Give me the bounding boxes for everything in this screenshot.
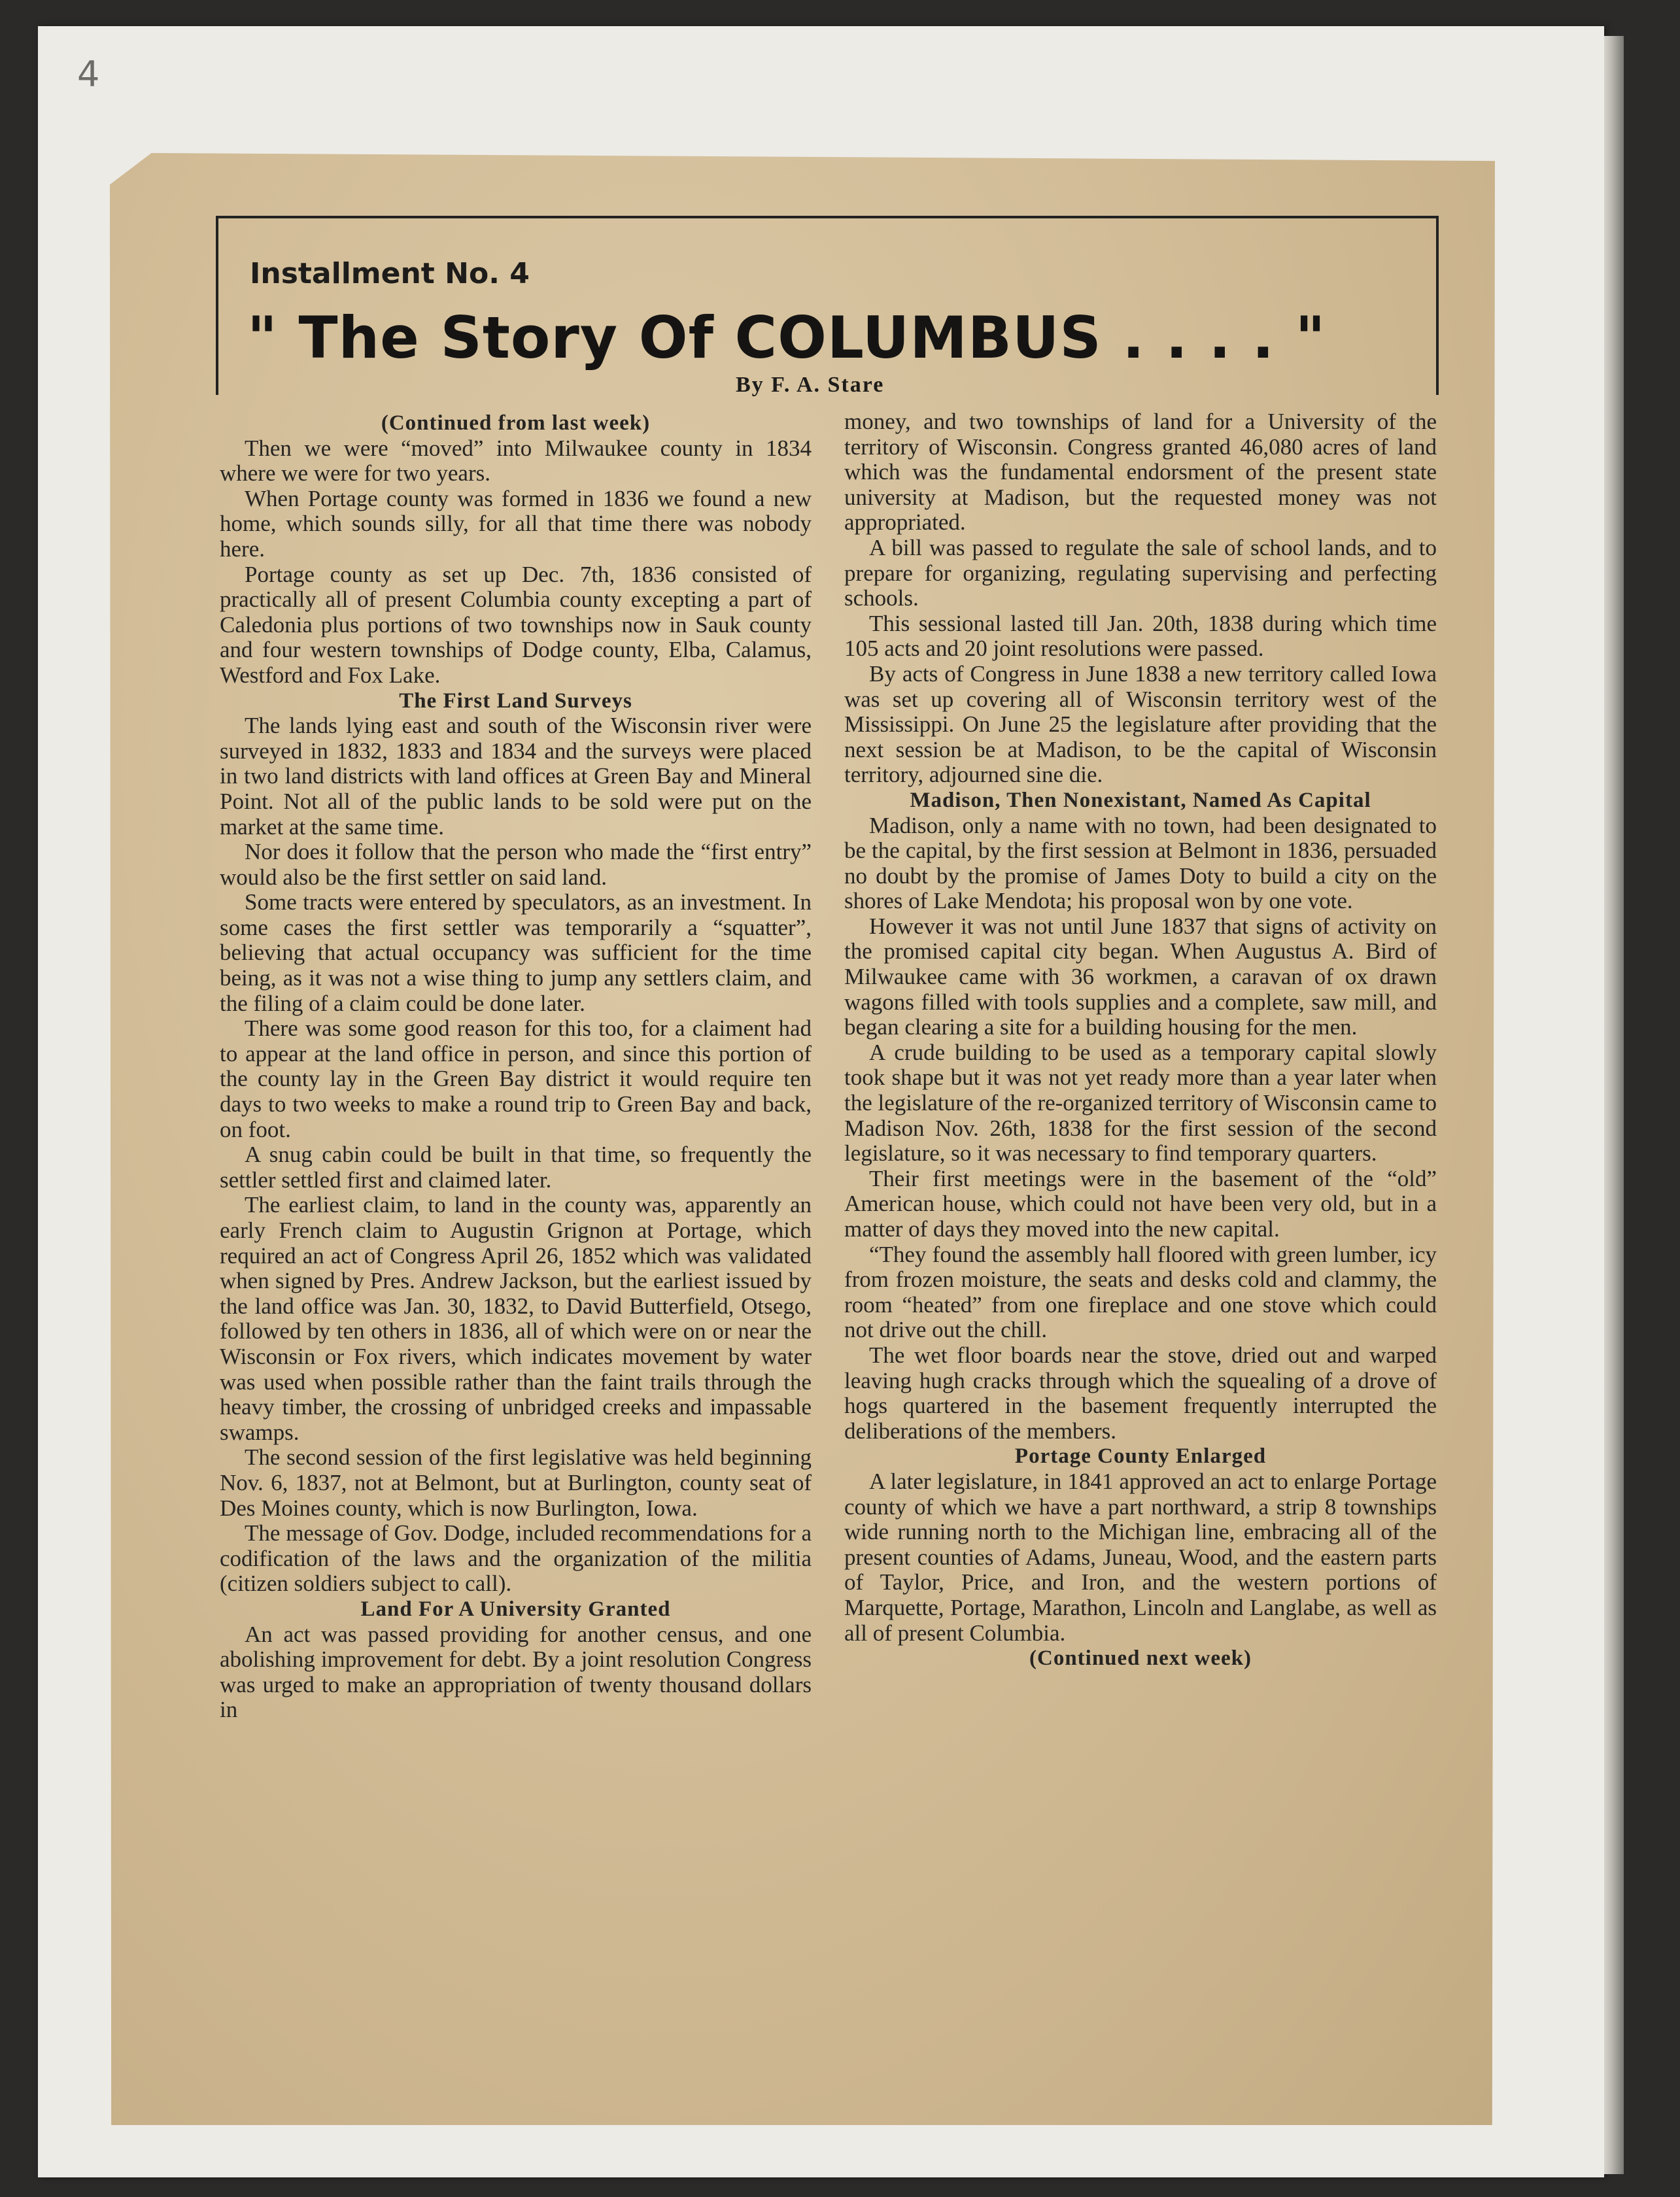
paragraph: money, and two townships of land for a University of the territory of Wisconsin. Congress granted 46,080 acres of land which was the fundamental endorsment of the present state university at Madison, but the requested money was not appropriated. — [844, 409, 1437, 536]
paragraph: A snug cabin could be built in that time, so frequently the settler settled first and claimed later. — [220, 1142, 812, 1193]
article-title: " The Story Of COLUMBUS . . . . " — [247, 304, 1326, 371]
paragraph: Nor does it follow that the person who made the “first entry” would also be the first settler on said land. — [220, 839, 812, 890]
section-heading: Portage County Enlarged — [1014, 1444, 1267, 1469]
paragraph: Their first meetings were in the basement of the “old” American house, which could not have been very old, but in a matter of days they moved into the new capital. — [844, 1165, 1437, 1242]
paragraph: A bill was passed to regulate the sale of school lands, and to prepare for organizing, regulating supervising and perfecting schools. — [844, 534, 1437, 611]
paragraph: When Portage county was formed in 1836 we found a new home, which sounds silly, for all that time there was nobody here. — [220, 485, 812, 562]
byline: By F. A. Stare — [736, 373, 885, 397]
paragraph: The wet floor boards near the stove, dried out and warped leaving hugh cracks through which the squealing of a drove of hogs quartered in the basement frequently interrupted the deliberations of the members. — [844, 1342, 1437, 1444]
continued-next-label: (Continued next week) — [1029, 1646, 1252, 1671]
paragraph: A crude building to be used as a temporary capital slowly took shape but it was not yet ready more than a year later when the legislature of the re-organized territory of Wisconsin came to Madison Nov. 26th, 1838 for the first session of the second legislature, so it was necessary to find temporary quarters. — [844, 1039, 1437, 1167]
paragraph: Portage county as set up Dec. 7th, 1836 consisted of practically all of present Columbia county excepting a part of Caledonia plus portions of two townships now in Sauk county and four western townships of Dodge county, Elba, Calamus, Westford and Fox Lake. — [220, 561, 812, 688]
paragraph: “They found the assembly hall floored with green lumber, icy from frozen moisture, the seats and desks cold and clammy, the room “heated” from one fireplace and one stove which could not drive out the chill. — [844, 1241, 1437, 1343]
paragraph: Some tracts were entered by speculators, as an investment. In some cases the first settler was temporarily a “squatter”, believing that actual occupancy was sufficient for the time being, as it was not a wise thing to jump any settlers claim, and the filing of a claim could be done later. — [220, 889, 812, 1016]
installment-label: Installment No. 4 — [250, 257, 530, 290]
paragraph: The second session of the first legislative was held beginning Nov. 6, 1837, not at Belmont, but at Burlington, county seat of Des Moines county, which is now Burlington, Iowa. — [220, 1444, 812, 1521]
paragraph: However it was not until June 1837 that signs of activity on the promised capital city began. When Augustus A. Bird of Milwaukee came with 36 workmen, a caravan of ox drawn wagons filled with tools supplies and a complete, saw mill, and began clearing a site for a building housing for the men. — [844, 913, 1437, 1040]
paragraph: Then we were “moved” into Milwaukee county in 1834 where we were for two years. — [220, 435, 812, 486]
page-number: 4 — [77, 54, 100, 95]
paragraph: Madison, only a name with no town, had been designated to be the capital, by the first session at Belmont in 1836, persuaded no doubt by the promise of James Doty to build a city on the shores of Lake Mendota; his proposal won by one vote. — [844, 812, 1437, 914]
album-page-edge — [1604, 36, 1624, 2174]
paragraph: The earliest claim, to land in the county was, apparently an early French claim to Augustin Grignon at Portage, which required an act of Congress April 26, 1852 which was validated when signed by Pres. Andrew Jackson, but the earliest issued by the land office was Jan. 30, 1832, to David Butterfield, Otsego, followed by ten others in 1836, all of which were on or near the Wisconsin or Fox rivers, which indicates movement by water was used when possible rather than the faint trails through the heavy timber, the crossing of unbridged creeks and impassable swamps. — [220, 1192, 812, 1445]
paragraph: A later legislature, in 1841 approved an act to enlarge Portage county of which we have a part northward, a strip 8 townships wide running north to the Michigan line, embracing all of the present counties of Adams, Juneau, Wood, and the eastern parts of Taylor, Price, and Iron, and the western portions of Marquette, Portage, Marathon, Lincoln and Langlabe, as well as all of present Columbia. — [844, 1468, 1437, 1646]
paragraph: This sessional lasted till Jan. 20th, 1838 during which time 105 acts and 20 joint resolutions were passed. — [844, 610, 1437, 662]
paragraph: An act was passed providing for another census, and one abolishing improvement for debt. By a joint resolution Congress was urged to make an appropriation of twenty thousand dollars in — [220, 1621, 812, 1723]
paragraph: There was some good reason for this too, for a claiment had to appear at the land office in person, and since this portion of the county lay in the Green Bay district it would require ten days to two weeks to make a round trip to Green Bay and back, on foot. — [220, 1015, 812, 1142]
left-column — [220, 411, 812, 1723]
paragraph: The lands lying east and south of the Wisconsin river were surveyed in 1832, 1833 and 1834 and the surveys were placed in two land districts with land offices at Green Bay and Mineral Point. Not all of the public lands to be sold were put on the market at the same time. — [220, 713, 812, 840]
section-heading: Land For A University Granted — [360, 1597, 671, 1621]
section-heading: The First Land Surveys — [399, 689, 632, 713]
right-column — [844, 409, 1437, 1671]
continued-from-label: (Continued from last week) — [381, 411, 651, 435]
paragraph: The message of Gov. Dodge, included recommendations for a codification of the laws and the organization of the militia (citizen soldiers subject to call). — [220, 1520, 812, 1597]
section-heading: Madison, Then Nonexistant, Named As Capital — [910, 788, 1371, 812]
paragraph: By acts of Congress in June 1838 a new territory called Iowa was set up covering all of Wisconsin territory west of the Mississippi. On June 25 the legislature after providing that the next session be at Madison, to be the capital of Wisconsin territory, adjourned sine die. — [844, 660, 1437, 788]
